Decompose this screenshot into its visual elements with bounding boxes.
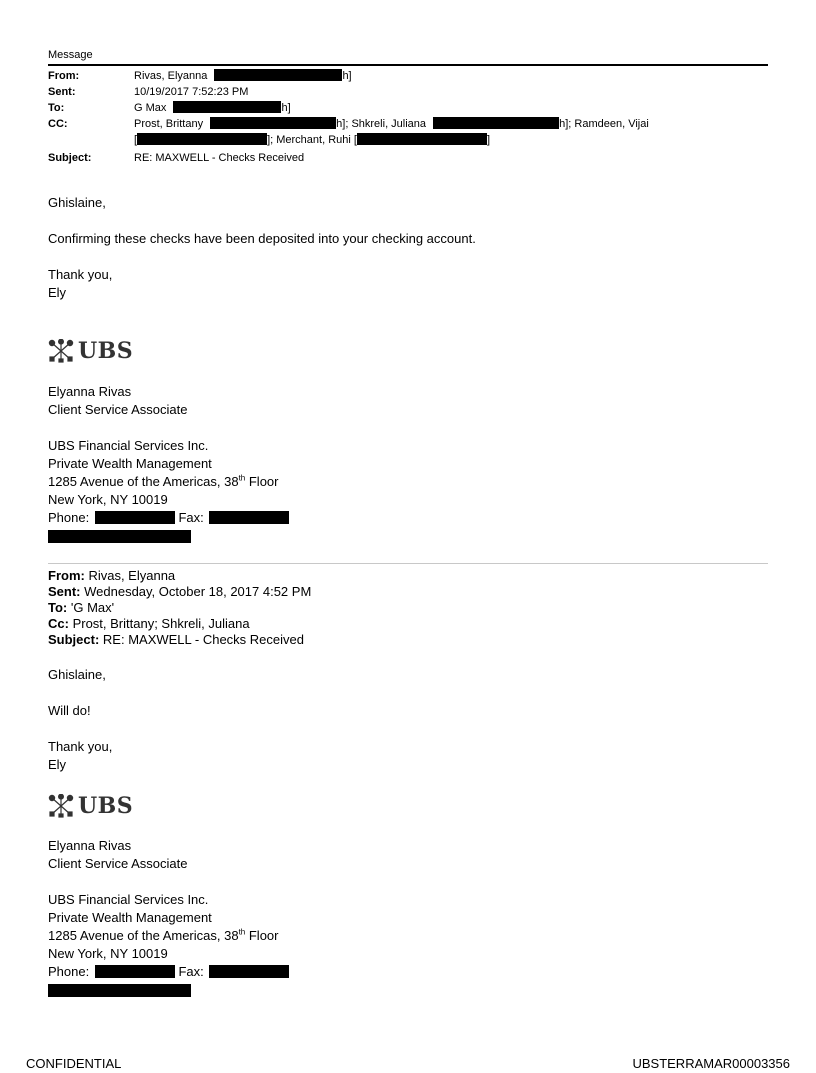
bracket: h]	[336, 118, 346, 130]
cc-label: CC:	[48, 118, 68, 130]
sent-value: 10/19/2017 7:52:23 PM	[134, 86, 249, 98]
bracket: h]	[342, 70, 352, 82]
email2-from-value: Rivas, Elyanna	[84, 568, 176, 583]
to-value	[134, 100, 291, 116]
address-floor: Floor	[245, 474, 279, 489]
footer-bates-number: UBSTERRAMAR00003356	[632, 1056, 790, 1071]
cc-value-line2	[134, 132, 490, 148]
address-line: 1285 Avenue of the Americas, 38	[48, 928, 239, 943]
phone-label: Phone:	[48, 510, 90, 525]
header-rule	[48, 64, 768, 66]
ubs-logo	[48, 338, 133, 364]
email2-subject-label: Subject:	[48, 632, 100, 647]
address-line: 1285 Avenue of the Americas, 38	[48, 474, 239, 489]
redaction-block	[433, 117, 559, 129]
email2-subject-value: RE: MAXWELL - Checks Received	[99, 632, 304, 647]
redaction-block	[48, 984, 191, 997]
email2-to-value: 'G Max'	[67, 600, 115, 615]
cc-name-4: ; Merchant, Ruhi	[270, 134, 351, 146]
email2-greeting: Ghislaine,	[48, 667, 106, 682]
sig1-city: New York, NY 10019	[48, 492, 168, 507]
email2-body: Will do!	[48, 703, 91, 718]
email1-sign: Ely	[48, 285, 67, 300]
email2-cc-value: Prost, Brittany; Shkreli, Juliana	[68, 616, 250, 631]
bracket: [	[134, 134, 138, 146]
email-separator	[48, 563, 768, 564]
footer-confidential: CONFIDENTIAL	[26, 1056, 122, 1071]
redaction-block	[209, 511, 289, 524]
email2-sign: Ely	[48, 757, 67, 772]
sig2-name: Elyanna Rivas	[48, 838, 132, 853]
bracket: ]	[267, 134, 271, 146]
sig1-title: Client Service Associate	[48, 402, 188, 417]
header-from-row	[48, 68, 768, 84]
header-cc-row	[48, 116, 768, 148]
sig1-name: Elyanna Rivas	[48, 384, 132, 399]
cc-name-2: ; Shkreli, Juliana	[345, 118, 427, 130]
sig2-phone-fax	[48, 963, 289, 981]
ubs-logo-text: UBS	[78, 338, 134, 364]
redaction-block	[137, 133, 267, 145]
header-sent-row	[48, 84, 768, 100]
phone-label: Phone:	[48, 964, 90, 979]
cc-name-1: Prost, Brittany	[134, 118, 204, 130]
email2-sent-value: Wednesday, October 18, 2017 4:52 PM	[80, 584, 312, 599]
redaction-block	[95, 965, 175, 978]
sig1-phone-fax	[48, 509, 289, 527]
address-sup: th	[238, 927, 246, 937]
sig2-address	[48, 927, 278, 945]
ubs-logo-text: UBS	[78, 793, 134, 819]
email2-cc-label: Cc:	[48, 616, 69, 631]
sent-label: Sent:	[48, 86, 76, 98]
fax-label: Fax:	[178, 964, 204, 979]
to-name: G Max	[134, 102, 167, 114]
cc-value-line1	[134, 116, 649, 132]
subject-label: Subject:	[48, 152, 92, 164]
redaction-block	[173, 101, 281, 113]
ubs-keys-icon	[48, 339, 74, 363]
address-floor: Floor	[245, 928, 279, 943]
subject-value: RE: MAXWELL - Checks Received	[134, 152, 305, 164]
message-label: Message	[48, 49, 93, 61]
sig1-address	[48, 473, 278, 491]
redaction-block	[209, 965, 289, 978]
redaction-block	[95, 511, 175, 524]
redaction-block	[357, 133, 487, 145]
sig1-company: UBS Financial Services Inc.	[48, 438, 209, 453]
sig2-division: Private Wealth Management	[48, 910, 212, 925]
from-name: Rivas, Elyanna	[134, 70, 208, 82]
email1-body: Confirming these checks have been deposited into your checking account.	[48, 231, 476, 246]
bracket: h]	[281, 102, 291, 114]
redaction-block	[48, 530, 191, 543]
sig2-title: Client Service Associate	[48, 856, 188, 871]
ubs-keys-icon	[48, 794, 74, 818]
fax-label: Fax:	[178, 510, 204, 525]
email1-greeting: Ghislaine,	[48, 195, 106, 210]
redaction-block	[214, 69, 342, 81]
email2-from-label: From:	[48, 568, 85, 583]
redaction-block	[210, 117, 336, 129]
ubs-logo	[48, 793, 133, 819]
header-to-row	[48, 100, 768, 116]
from-value	[134, 68, 352, 84]
email2-subject	[48, 631, 304, 649]
header-subject-row	[48, 150, 768, 166]
sig2-company: UBS Financial Services Inc.	[48, 892, 209, 907]
email2-thanks: Thank you,	[48, 739, 113, 754]
address-sup: th	[238, 473, 246, 483]
email1-thanks: Thank you,	[48, 267, 113, 282]
sig1-division: Private Wealth Management	[48, 456, 212, 471]
bracket: ]	[486, 134, 491, 146]
bracket: h]	[559, 118, 569, 130]
sig2-city: New York, NY 10019	[48, 946, 168, 961]
cc-name-3: ; Ramdeen, Vijai	[568, 118, 649, 130]
email2-to-label: To:	[48, 600, 68, 615]
bracket: [	[353, 134, 357, 146]
email2-sent-label: Sent:	[48, 584, 81, 599]
to-label: To:	[48, 102, 65, 114]
from-label: From:	[48, 70, 80, 82]
